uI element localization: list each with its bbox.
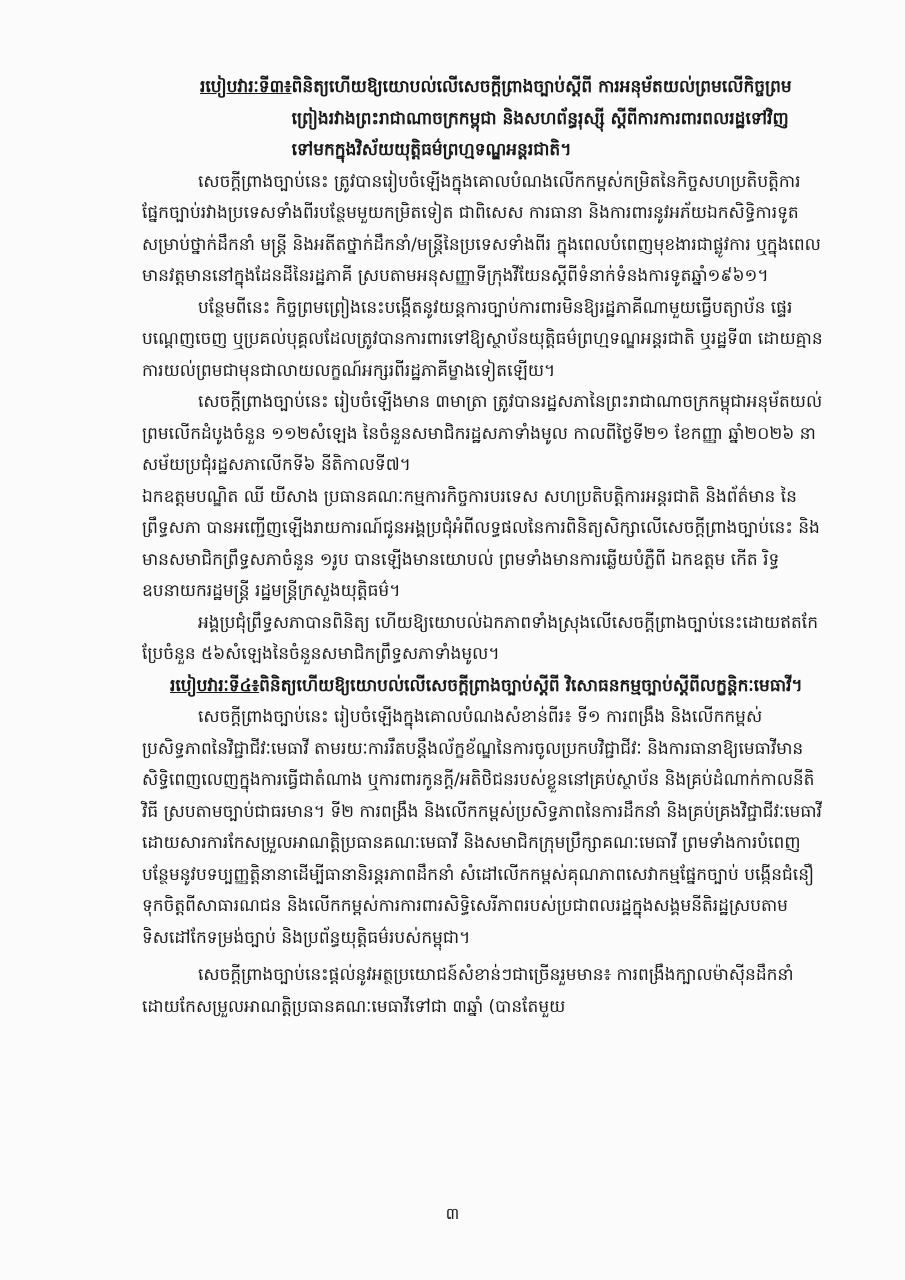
page-number: ៣ [445,1204,460,1223]
paragraph-purpose: សេចក្តីព្រាងច្បាប់នេះ ត្រូវបានរៀបចំឡើងក្នុងគោលបំណងលើកកម្ពស់កម្រិតនៃកិច្ចសហប្រតិបត្តិការផ្នែកច្បាប់រវាងប្រទេសទាំងពីរបន្ថែមមួយកម្រិតទៀត ជាពិសេស ការធានា និងការពារនូវអភ័យឯកសិទ្ធិការទូតសម្រាប់ថ្នាក់ដឹកនាំ មន្ត្រី និងអតីតថ្នាក់ដឹកនាំ/មន្ត្រីនៃប្រទេសទាំងពីរ ក្នុងពេលបំពេញមុខងារជាផ្លូវការ ឬក្នុងពេលមានវត្តមាននៅក្នុងដែនដីនៃរដ្ឋភាគី ស្របតាមអនុសញ្ញាទីក្រុងវីយែនស្តីពីទំនាក់ទំនងការទូតឆ្នាំ១៩៦១។ [142,171,821,286]
paragraph-senate-vote: អង្គប្រជុំព្រឹទ្ធសភាបានពិនិត្យ ហើយឱ្យយោបល់ឯកភាពទាំងស្រុងលើសេចក្តីព្រាងច្បាប់នេះដោយឥតកែប្រែចំនួន ៥៦សំឡេងនៃចំនួនសមាជិកព្រឹទ្ធសភាទាំងមូល។ [142,612,818,664]
agenda-3-label: របៀបវារៈទី៣៖ [200,77,292,97]
agenda-4-label: របៀបវារៈទី៤៖ [170,675,260,696]
paragraph-mechanism: បន្ថែមពីនេះ កិច្ចព្រមព្រៀងនេះបង្កើតនូវយន្តការច្បាប់ការពារមិនឱ្យរដ្ឋភាគីណាមួយធ្វើបត្យាប័ន ផ្ទេរ បណ្តេញចេញ ឬប្រគល់បុគ្គលដែលត្រូវបានការពារទៅឱ្យស្ថាប័នយុត្តិធម៌ព្រហ្មទណ្ឌអន្តរជាតិ ឬរដ្ឋទី៣ ដោយគ្មានការយល់ព្រមជាមុនជាលាយលក្ខណ៍អក្សរពីរដ្ឋភាគីម្ខាងទៀតឡើយ។ [142,297,823,381]
paragraph-objectives: សេចក្តីព្រាងច្បាប់នេះ រៀបចំឡើងក្នុងគោលបំណងសំខាន់ពីរ៖ ទី១ ការពង្រឹង និងលើកកម្ពស់ប្រសិទ្ធភាពនៃវិជ្ជាជីវៈមេធាវី តាមរយៈការរឹតបន្តឹងល័ក្ខខ័ណ្ឌនៃការចូលប្រកបវិជ្ជាជីវៈ និងការធានាឱ្យមេធាវីមានសិទ្ធិពេញលេញក្នុងការធ្វើជាតំណាង ឬការពារកូនក្តី/អតិថិជនរបស់ខ្លួននៅគ្រប់ស្ថាប័ន និងគ្រប់ដំណាក់កាលនីតិវិធី ស្របតាមច្បាប់ជាធរមាន។ ទី២ ការពង្រឹង និងលើកកម្ពស់ប្រសិទ្ធភាពនៃការដឹកនាំ និងគ្រប់គ្រងវិជ្ជាជីវៈមេធាវី ដោយសារការកែសម្រួលអាណត្តិប្រធានគណៈមេធាវី និងសមាជិកក្រុមប្រឹក្សាគណៈមេធាវី ព្រមទាំងការបំពេញបន្ថែមនូវបទប្បញ្ញត្តិនានាដើម្បីធានានិរន្តរភាពដឹកនាំ សំដៅលើកកម្ពស់គុណភាពសេវាកម្មផ្នែកច្បាប់ បង្កើនជំនឿទុកចិត្តពីសាធារណជន និងលើកកម្ពស់ការការពារសិទ្ធិសេរីភាពរបស់ប្រជាពលរដ្ឋក្នុងសង្គមនីតិរដ្ឋស្របតាមទិសដៅកែទម្រង់ច្បាប់ និងប្រព័ន្ធយុត្តិធម៌របស់កម្ពុជា។ [142,707,822,948]
paragraph-commission-report: ឯកឧត្តមបណ្ឌិត ឈី យីសាង ប្រធានគណៈកម្មការកិច្ចការបរទេស សហប្រតិបត្តិការអន្តរជាតិ និងព័ត៌មាន នៃព្រឹទ្ធសភា បានអញ្ជើញឡើងរាយការណ៍ជូនអង្គប្រជុំអំពីលទ្ធផលនៃការពិនិត្យសិក្សាលើសេចក្តីព្រាងច្បាប់នេះ និងមានសមាជិកព្រឹទ្ធសភាចំនួន ១រូប បានឡើងមានយោបល់ ព្រមទាំងមានការឆ្លើយបំភ្លឺពី ឯកឧត្តម កើត រិទ្ធ ឧបនាយករដ្ឋមន្ត្រី រដ្ឋមន្ត្រីក្រសួងយុត្តិធម៌។ [142,486,820,601]
agenda-item-4 [170,671,827,703]
agenda-4-title: ពិនិត្យហើយឱ្យយោបល់លើសេចក្តីព្រាងច្បាប់ស្តីពី វិសោធនកម្មច្បាប់ស្តីពីលក្ខន្តិកៈមេធាវី។ [259,675,803,696]
paragraph-benefits: សេចក្តីព្រាងច្បាប់នេះផ្តល់នូវអត្ថប្រយោជន៍សំខាន់ៗជាច្រើនរួមមាន៖ ការពង្រឹងក្បាលម៉ាស៊ីនដឹកនាំ ដោយកែសម្រួលអាណត្តិប្រធានគណៈមេធាវីទៅជា ៣ឆ្នាំ (បានតែមួយ [142,965,794,1017]
paragraph-national-assembly-vote: សេចក្តីព្រាងច្បាប់នេះ រៀបចំឡើងមាន ៣មាត្រា ត្រូវបានរដ្ឋសភានៃព្រះរាជាណាចក្រកម្ពុជាអនុម័តយល់ព្រមលើកដំបូងចំនួន ១១២សំឡេង នៃចំនួនសមាជិករដ្ឋសភាទាំងមូល កាលពីថ្ងៃទី២១ ខែកញ្ញា ឆ្នាំ២០២៦ នាសម័យប្រជុំរដ្ឋសភាលើកទី៦ នីតិកាលទី៧។ [142,392,823,475]
agenda-3-title: ពិនិត្យហើយឱ្យយោបល់លើសេចក្តីព្រាងច្បាប់ស្តីពី ការអនុម័តយល់ព្រមលើកិច្ចព្រមព្រៀងរវាងព្រះរាជាណាចក្រកម្ពុជា និងសហព័ន្ធរុស្ស៊ី ស្តីពីការការពារពលរដ្ឋទៅវិញទៅមកក្នុងវិស័យយុត្តិធម៌ព្រហ្មទណ្ឌអន្តរជាតិ។ [291,77,792,160]
agenda-item-3 [200,72,827,167]
